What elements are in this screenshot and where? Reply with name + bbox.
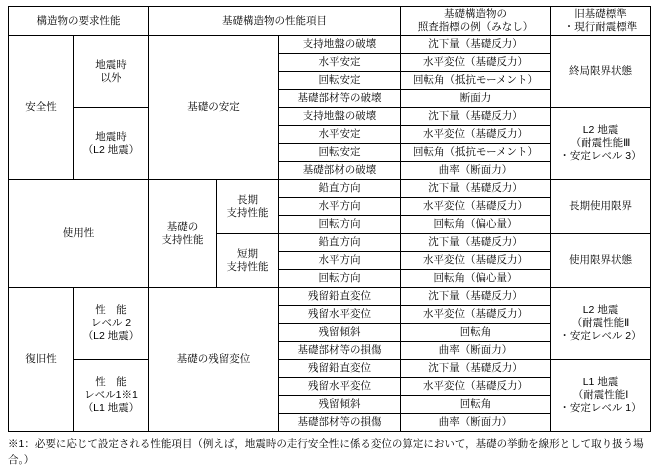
- index-cell: 水平変位（基礎反力）: [401, 378, 551, 396]
- subgroup-long-term: [217, 180, 279, 234]
- item-cell: 水平安定: [279, 54, 401, 72]
- performance-item-bearing-line1: 基礎の: [166, 220, 199, 233]
- subgroup-level1-line2: レベル1※1: [84, 389, 138, 402]
- item-cell: 水平方向: [279, 252, 401, 270]
- subgroup-short-term-line2: 支持性能: [226, 260, 269, 273]
- index-cell: 曲率（断面力）: [401, 342, 551, 360]
- standard-cell: [551, 360, 651, 432]
- item-cell: 回転安定: [279, 72, 401, 90]
- standard-line3: ・安定レベル 1）: [559, 402, 642, 415]
- item-cell: 水平方向: [279, 198, 401, 216]
- header-index-example-line2: 照査指標の例（みなし）: [417, 21, 534, 34]
- standard-line2: （耐震性能Ⅰ: [572, 389, 629, 402]
- table-row: [9, 108, 651, 126]
- item-cell: 残留水平変位: [279, 378, 401, 396]
- index-cell: 回転角（抵抗モーメント）: [401, 72, 551, 90]
- header-old-standard-line2: ・現行耐震標準: [563, 21, 638, 34]
- table-row: [9, 360, 651, 378]
- header-old-standard: [551, 7, 651, 36]
- index-cell: 水平変位（基礎反力）: [401, 126, 551, 144]
- index-cell: 回転角: [401, 396, 551, 414]
- performance-requirements-table: [8, 6, 651, 432]
- index-cell: 回転角（抵抗モーメント）: [401, 144, 551, 162]
- index-cell: 断面力: [401, 90, 551, 108]
- subgroup-safety-seismic: [74, 108, 149, 180]
- header-index-example: [401, 7, 551, 36]
- index-cell: 沈下量（基礎反力）: [401, 360, 551, 378]
- index-cell: 水平変位（基礎反力）: [401, 198, 551, 216]
- subgroup-level1: [74, 360, 149, 432]
- standard-cell: [551, 288, 651, 360]
- performance-item-bearing-capacity: [149, 180, 217, 288]
- table-row: [9, 180, 651, 198]
- item-cell: 残留鉛直変位: [279, 360, 401, 378]
- item-cell: 基礎部材の破壊: [279, 162, 401, 180]
- item-cell: 支持地盤の破壊: [279, 36, 401, 54]
- footnote: ※1：必要に応じて設定される性能項目（例えば，地震時の走行安全性に係る変位の算定において，基礎の挙動を線形として取り扱う場合。）: [8, 438, 644, 466]
- header-performance-item: 基礎構造物の性能項目: [149, 7, 401, 36]
- performance-item-bearing-line2: 支持性能: [161, 233, 204, 246]
- subgroup-safety-seismic-line1: 地震時: [95, 130, 127, 143]
- standard-cell: [551, 108, 651, 180]
- standard-line2: （耐震性能Ⅱ: [571, 317, 630, 330]
- subgroup-safety-seismic-line2: （L2 地震）: [82, 143, 140, 156]
- index-cell: 沈下量（基礎反力）: [401, 180, 551, 198]
- index-cell: 水平変位（基礎反力）: [401, 252, 551, 270]
- item-cell: 水平安定: [279, 126, 401, 144]
- item-cell: 残留鉛直変位: [279, 288, 401, 306]
- subgroup-level2-line3: （L2 地震）: [82, 330, 140, 343]
- index-cell: 沈下量（基礎反力）: [401, 234, 551, 252]
- subgroup-short-term-line1: 短期: [237, 247, 258, 260]
- subgroup-level2-line1: 性 能: [95, 304, 127, 317]
- index-cell: 曲率（断面力）: [401, 414, 551, 432]
- requirement-recovery: 復旧性: [9, 288, 74, 432]
- subgroup-safety-nonseismic: [74, 36, 149, 108]
- item-cell: 基礎部材等の損傷: [279, 342, 401, 360]
- index-cell: 沈下量（基礎反力）: [401, 288, 551, 306]
- standard-line2: （耐震性能Ⅲ: [570, 137, 631, 150]
- index-cell: 水平変位（基礎反力）: [401, 54, 551, 72]
- item-cell: 残留水平変位: [279, 306, 401, 324]
- item-cell: 基礎部材等の破壊: [279, 90, 401, 108]
- item-cell: 回転安定: [279, 144, 401, 162]
- requirement-safety: 安全性: [9, 36, 74, 180]
- standard-line1: L1 地震: [582, 376, 619, 389]
- item-cell: 回転方向: [279, 270, 401, 288]
- subgroup-safety-nonseismic-line2: 以外: [100, 71, 122, 84]
- standard-line3: ・安定レベル 3）: [559, 150, 642, 163]
- table-row: [9, 288, 651, 306]
- header-index-example-line1: 基礎構造物の: [444, 8, 508, 20]
- subgroup-long-term-line2: 支持性能: [226, 206, 269, 219]
- index-cell: 回転角: [401, 324, 551, 342]
- table-header-row: [9, 7, 651, 36]
- header-old-standard-line1: 旧基礎標準: [574, 8, 627, 20]
- standard-line1: L2 地震: [582, 124, 619, 137]
- subgroup-safety-nonseismic-line1: 地震時: [95, 58, 127, 71]
- standard-cell: 終局限界状態: [551, 36, 651, 108]
- index-cell: 曲率（断面力）: [401, 162, 551, 180]
- item-cell: 基礎部材等の損傷: [279, 414, 401, 432]
- subgroup-short-term: [217, 234, 279, 288]
- standard-cell: 使用限界状態: [551, 234, 651, 288]
- standard-line1: L2 地震: [582, 304, 619, 317]
- item-cell: 鉛直方向: [279, 180, 401, 198]
- standard-line3: ・安定レベル 2）: [559, 330, 642, 343]
- subgroup-level1-line3: （L1 地震）: [82, 402, 140, 415]
- standard-cell: 長期使用限界: [551, 180, 651, 234]
- requirement-usability: 使用性: [9, 180, 149, 288]
- subgroup-long-term-line1: 長期: [237, 193, 258, 206]
- table-row: [9, 36, 651, 54]
- index-cell: 沈下量（基礎反力）: [401, 36, 551, 54]
- index-cell: 回転角（偏心量）: [401, 216, 551, 234]
- index-cell: 回転角（偏心量）: [401, 270, 551, 288]
- subgroup-level1-line1: 性 能: [95, 376, 127, 389]
- item-cell: 支持地盤の破壊: [279, 108, 401, 126]
- performance-item-residual-displacement: 基礎の残留変位: [149, 288, 279, 432]
- index-cell: 沈下量（基礎反力）: [401, 108, 551, 126]
- item-cell: 残留傾斜: [279, 396, 401, 414]
- header-requirement: 構造物の要求性能: [9, 7, 149, 36]
- subgroup-level2-line2: レベル 2: [90, 317, 132, 330]
- subgroup-level2: [74, 288, 149, 360]
- item-cell: 回転方向: [279, 216, 401, 234]
- index-cell: 水平変位（基礎反力）: [401, 306, 551, 324]
- item-cell: 残留傾斜: [279, 324, 401, 342]
- performance-item-foundation-stability: 基礎の安定: [149, 36, 279, 180]
- item-cell: 鉛直方向: [279, 234, 401, 252]
